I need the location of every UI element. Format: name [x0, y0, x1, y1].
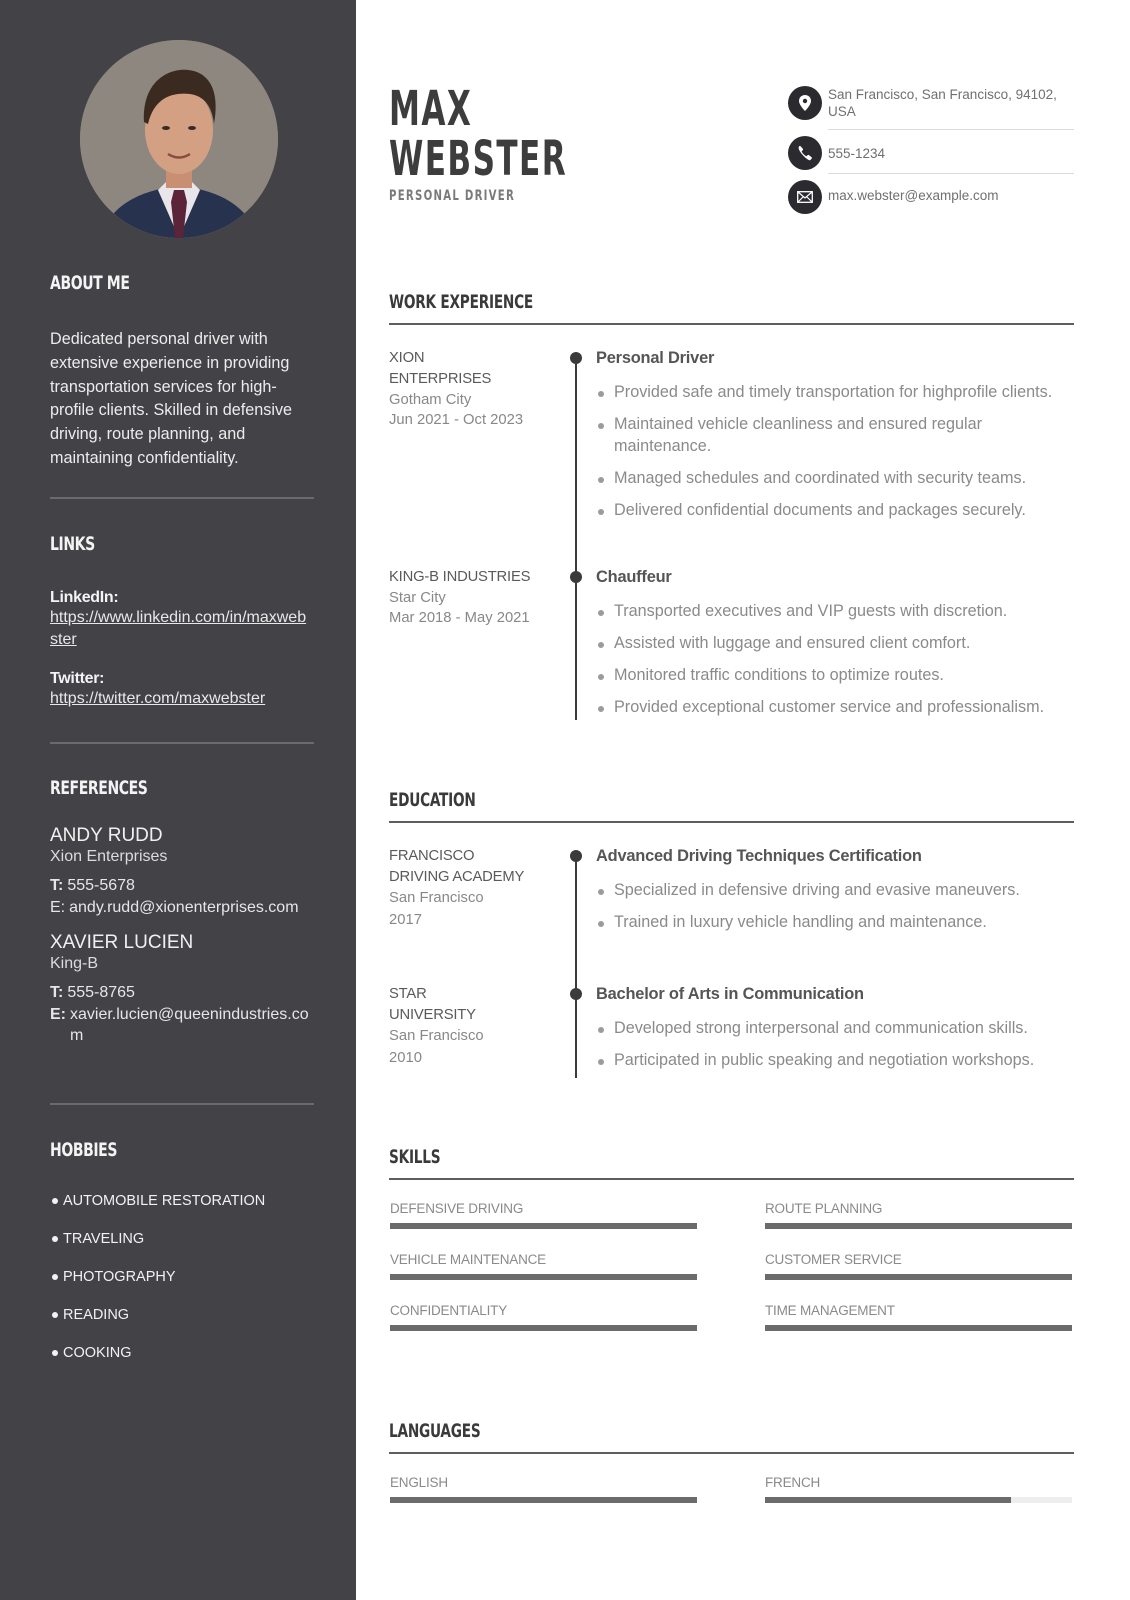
hobbies-section: [50, 1139, 314, 1381]
contact-address: San Francisco, San Francisco, 94102, USA: [788, 84, 1074, 130]
reference-name: ANDY RUDD: [50, 825, 163, 846]
languages-heading: LANGUAGES: [389, 1420, 481, 1442]
work-location: Star City: [389, 590, 446, 606]
candidate-name: MAX WEBSTER: [389, 81, 568, 187]
section-divider: [389, 1452, 1074, 1454]
skill-label: CONFIDENTIALITY: [390, 1303, 508, 1318]
hobby-item: READING: [50, 1305, 314, 1343]
skill-label: TIME MANAGEMENT: [765, 1303, 895, 1318]
job-bullet: Provided safe and timely transportation for highprofile clients.: [596, 382, 1076, 404]
skill-label: VEHICLE MAINTENANCE: [390, 1252, 546, 1267]
work-dates: Jun 2021 - Oct 2023: [389, 412, 524, 428]
twitter-label: Twitter:: [50, 670, 105, 687]
degree-bullet: Trained in luxury vehicle handling and maintenance.: [596, 912, 1076, 934]
skill-item: [390, 1303, 697, 1331]
reference-item: [50, 932, 314, 1047]
twitter-link-block: [50, 670, 314, 710]
school-location: San Francisco: [389, 1028, 484, 1044]
bullet-icon: [52, 1350, 58, 1356]
skill-item: [765, 1252, 1072, 1280]
work-experience-heading: WORK EXPERIENCE: [389, 291, 534, 313]
reference-item: [50, 825, 314, 918]
skill-bar: [765, 1274, 1072, 1280]
about-section: [50, 272, 314, 471]
job-bullet: Managed schedules and coordinated with security teams.: [596, 468, 1076, 490]
skills-heading: SKILLS: [389, 1146, 441, 1168]
timeline-dot: [570, 988, 582, 1000]
sidebar-divider: [50, 497, 314, 499]
references-heading: REFERENCES: [50, 777, 148, 799]
school-year: 2010: [389, 1050, 422, 1066]
timeline-dot: [570, 571, 582, 583]
school-location: San Francisco: [389, 890, 484, 906]
reference-company: Xion Enterprises: [50, 848, 168, 865]
language-item: [390, 1475, 697, 1503]
envelope-icon: [788, 180, 822, 214]
school-name: UNIVERSITY: [389, 1007, 476, 1023]
references-section: [50, 777, 314, 1047]
about-text: Dedicated personal driver with extensive experience in providing transportation services for high-profile clients. Skilled in defensive driving, route planning, and maintaining confidentiality.: [50, 330, 293, 467]
skill-bar: [765, 1325, 1072, 1331]
skill-item: [390, 1252, 697, 1280]
bullet-icon: [52, 1274, 58, 1280]
reference-email: E: andy.rudd@xionenterprises.com: [50, 898, 299, 916]
skill-label: DEFENSIVE DRIVING: [390, 1201, 524, 1216]
links-section: [50, 533, 314, 710]
section-divider: [389, 1178, 1074, 1180]
skill-bar: [390, 1325, 697, 1331]
hobby-item: PHOTOGRAPHY: [50, 1267, 314, 1305]
linkedin-link-block: [50, 589, 314, 650]
section-divider: [389, 821, 1074, 823]
main-content: [389, 0, 1074, 1600]
work-location: Gotham City: [389, 392, 472, 408]
job-role: Personal Driver: [596, 349, 715, 367]
timeline-dot: [570, 850, 582, 862]
sidebar: [0, 0, 356, 1600]
degree-bullets: [596, 1018, 1076, 1072]
hobby-item: COOKING: [50, 1343, 314, 1381]
school-name: FRANCISCO: [389, 848, 475, 864]
reference-email: E: xavier.lucien@queenindustries.com: [50, 1005, 309, 1044]
school-name: STAR: [389, 986, 427, 1002]
education-heading: EDUCATION: [389, 789, 476, 811]
degree-bullet: Participated in public speaking and negotiation workshops.: [596, 1050, 1076, 1072]
company-name: XION: [389, 350, 425, 366]
company-name: ENTERPRISES: [389, 371, 492, 387]
job-bullet: Monitored traffic conditions to optimize routes.: [596, 665, 1076, 687]
reference-name: XAVIER LUCIEN: [50, 932, 194, 953]
skill-bar: [765, 1223, 1072, 1229]
timeline-line: [575, 858, 577, 1078]
profile-photo: [80, 40, 278, 238]
contact-phone: 555-1234: [788, 134, 1074, 174]
work-dates: Mar 2018 - May 2021: [389, 610, 530, 626]
contact-email: max.webster@example.com: [788, 178, 1074, 214]
hobby-item: AUTOMOBILE RESTORATION: [50, 1191, 314, 1229]
skill-label: CUSTOMER SERVICE: [765, 1252, 902, 1267]
about-heading: ABOUT ME: [50, 272, 130, 294]
sidebar-divider: [50, 742, 314, 744]
bullet-icon: [52, 1236, 58, 1242]
degree-bullet: Specialized in defensive driving and evasive maneuvers.: [596, 880, 1076, 902]
job-bullets: [596, 382, 1076, 521]
portrait-image: [80, 40, 278, 238]
hobby-item: TRAVELING: [50, 1229, 314, 1267]
job-role: Chauffeur: [596, 568, 672, 586]
skill-item: [765, 1201, 1072, 1229]
company-name: KING-B INDUSTRIES: [389, 569, 531, 585]
degree-bullet: Developed strong interpersonal and communication skills.: [596, 1018, 1076, 1040]
skill-bar: [390, 1274, 697, 1280]
language-bar: [765, 1497, 1072, 1503]
job-bullets: [596, 601, 1076, 719]
school-name: DRIVING ACADEMY: [389, 869, 525, 885]
twitter-link[interactable]: https://twitter.com/maxwebster: [50, 690, 266, 707]
job-bullet: Delivered confidential documents and packages securely.: [596, 500, 1076, 522]
degree-bullets: [596, 880, 1076, 934]
links-heading: LINKS: [50, 533, 95, 555]
language-item: [765, 1475, 1072, 1503]
job-bullet: Assisted with luggage and ensured client comfort.: [596, 633, 1076, 655]
job-bullet: Maintained vehicle cleanliness and ensured regular maintenance.: [596, 414, 1016, 457]
linkedin-label: LinkedIn:: [50, 589, 119, 606]
skill-item: [390, 1201, 697, 1229]
reference-phone: T: 555-5678: [50, 877, 135, 894]
degree-title: Bachelor of Arts in Communication: [596, 985, 864, 1003]
skill-label: ROUTE PLANNING: [765, 1201, 883, 1216]
language-label: ENGLISH: [390, 1475, 448, 1490]
section-divider: [389, 323, 1074, 325]
reference-company: King-B: [50, 955, 99, 972]
job-bullet: Provided exceptional customer service and professionalism.: [596, 697, 1076, 719]
linkedin-link[interactable]: https://www.linkedin.com/in/maxwebster: [50, 609, 307, 648]
hobbies-list: [50, 1191, 314, 1381]
reference-phone: T: 555-8765: [50, 984, 135, 1001]
sidebar-divider: [50, 1103, 314, 1105]
degree-title: Advanced Driving Techniques Certification: [596, 847, 922, 865]
bullet-icon: [52, 1312, 58, 1318]
hobbies-heading: HOBBIES: [50, 1139, 118, 1161]
bullet-icon: [52, 1198, 58, 1204]
skill-bar: [390, 1223, 697, 1229]
language-label: FRENCH: [765, 1475, 821, 1490]
phone-icon: [788, 136, 822, 170]
timeline-dot: [570, 352, 582, 364]
job-bullet: Transported executives and VIP guests with discretion.: [596, 601, 1076, 623]
skill-item: [765, 1303, 1072, 1331]
school-year: 2017: [389, 912, 422, 928]
contact-block: [788, 84, 1074, 214]
timeline-line: [575, 360, 577, 720]
language-bar: [390, 1497, 697, 1503]
job-title: PERSONAL DRIVER: [389, 188, 516, 204]
map-pin-icon: [788, 86, 822, 120]
